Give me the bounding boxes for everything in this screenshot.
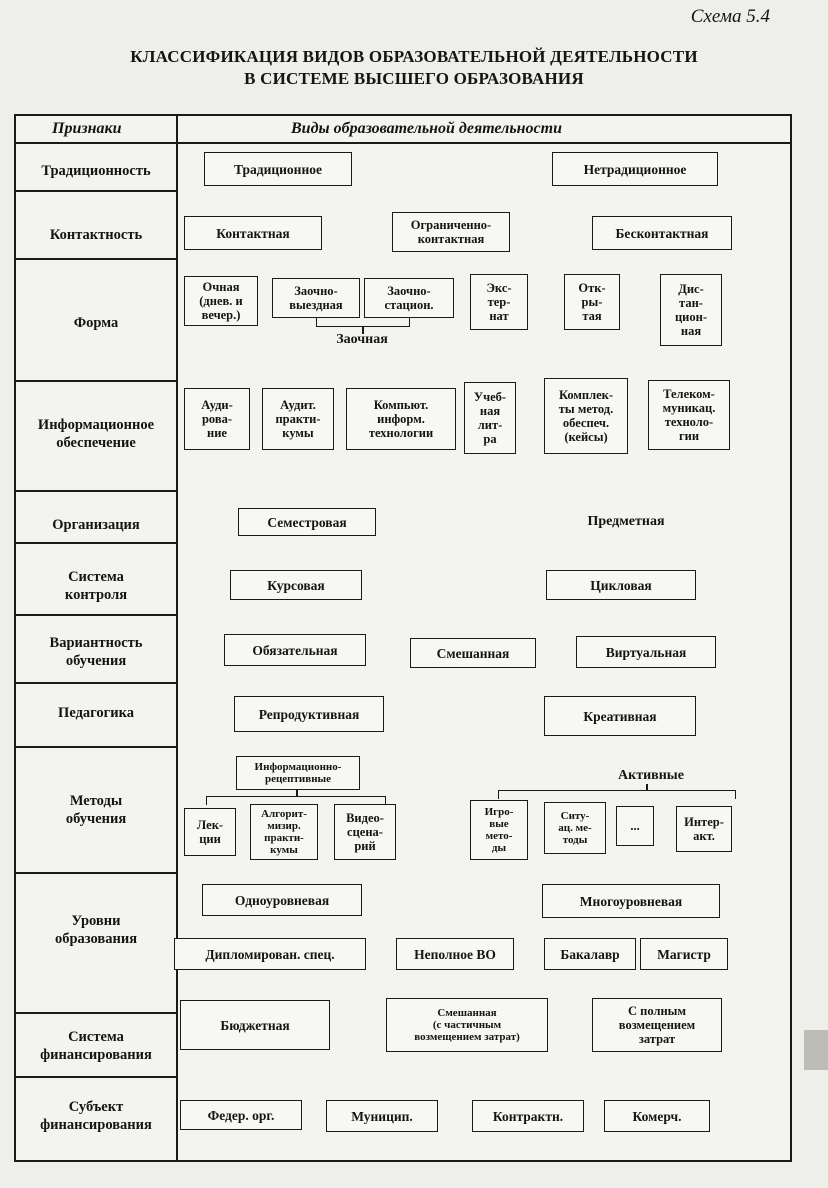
active-bracket [498, 790, 736, 799]
scheme-number: Схема 5.4 [690, 6, 770, 27]
row-separator [16, 490, 176, 492]
box-telecom: Телеком- муникац. техноло- гии [648, 380, 730, 450]
row-separator [16, 1076, 176, 1078]
box-diploma-specialist: Дипломирован. спец. [174, 938, 366, 970]
label-distance-group: Заочная [336, 332, 388, 347]
box-limited-contact: Ограниченно- контактная [392, 212, 510, 252]
box-game-methods: Игро- вые мето- ды [470, 800, 528, 860]
active-connector [646, 784, 648, 790]
box-contact: Контактная [184, 216, 322, 250]
label-info: Информационное обеспечение [37, 417, 155, 451]
box-cycle: Цикловая [546, 570, 696, 600]
box-master: Магистр [640, 938, 728, 970]
header-types: Виды образовательной деятельности [291, 120, 562, 137]
text-active: Активные [618, 768, 684, 783]
box-textbooks: Учеб- ная лит- ра [464, 382, 516, 454]
row-separator [16, 746, 176, 748]
box-full-reimbursement: С полным возмещением затрат [592, 998, 722, 1052]
box-mixed-financing: Смешанная (с частичным возмещением затрат) [386, 998, 548, 1052]
box-contract: Контрактн. [472, 1100, 584, 1132]
row-separator [16, 258, 176, 260]
box-external: Экс- тер- нат [470, 274, 528, 330]
box-creative: Креативная [544, 696, 696, 736]
box-situational: Ситу- ац. ме- тоды [544, 802, 606, 854]
row-separator [16, 542, 176, 544]
box-multi-level: Многоуровневая [542, 884, 720, 918]
box-distance-visit: Заочно- выездная [272, 278, 360, 318]
label-contact: Контактность [49, 227, 143, 243]
row-separator [16, 380, 176, 382]
box-incomplete-he: Неполное ВО [396, 938, 514, 970]
receptive-connector [296, 790, 298, 796]
box-ellipsis: ... [616, 806, 654, 846]
label-tradition: Традиционность [41, 163, 151, 179]
box-video-scenario: Видео- сцена- рий [334, 804, 396, 860]
title-line-1: КЛАССИФИКАЦИЯ ВИДОВ ОБРАЗОВАТЕЛЬНОЙ ДЕЯТЕЛЬНОСТИ [130, 47, 698, 66]
box-commercial: Комерч. [604, 1100, 710, 1132]
box-audit-practicum: Аудит. практи- кумы [262, 388, 334, 450]
row-separator [16, 614, 176, 616]
box-distance: Дис- тан- цион- ная [660, 274, 722, 346]
box-budget: Бюджетная [180, 1000, 330, 1050]
diagram-title [0, 46, 828, 90]
label-financing: Система финансирования [40, 1029, 152, 1063]
box-algorithmic: Алгорит- мизир. практи- кумы [250, 804, 318, 860]
label-control: Система контроля [64, 569, 128, 603]
label-organization: Организация [52, 517, 140, 533]
box-non-traditional: Нетрадиционное [552, 152, 718, 186]
box-lectures: Лек- ции [184, 808, 236, 856]
box-traditional: Традиционное [204, 152, 352, 186]
row-separator [16, 142, 790, 144]
box-reproductive: Репродуктивная [234, 696, 384, 732]
row-separator [16, 1012, 176, 1014]
box-info-receptive: Информационно- рецептивные [236, 756, 360, 790]
box-method-kits: Комплек- ты метод. обеспеч. (кейсы) [544, 378, 628, 454]
box-single-level: Одноуровневая [202, 884, 362, 916]
box-semester: Семестровая [238, 508, 376, 536]
box-municipal: Муницип. [326, 1100, 438, 1132]
page-edge-mark [804, 1030, 828, 1070]
box-distance-stationary: Заочно- стацион. [364, 278, 454, 318]
label-variance: Вариантность обучения [49, 635, 143, 669]
box-mixed: Смешанная [410, 638, 536, 668]
row-separator [16, 682, 176, 684]
box-listening: Ауди- рова- ние [184, 388, 250, 450]
box-full-time: Очная (днев. и вечер.) [184, 276, 258, 326]
box-course: Курсовая [230, 570, 362, 600]
box-computer-tech: Компьют. информ. технологии [346, 388, 456, 450]
row-separator [16, 190, 176, 192]
box-contactless: Бесконтактная [592, 216, 732, 250]
label-subject: Субъект финансирования [40, 1099, 152, 1133]
text-subject-based: Предметная [587, 514, 665, 529]
classification-table [14, 114, 792, 1162]
box-open: Отк- ры- тая [564, 274, 620, 330]
box-bachelor: Бакалавр [544, 938, 636, 970]
label-levels: Уровни образования [54, 913, 138, 947]
box-federal-org: Федер. орг. [180, 1100, 302, 1130]
box-mandatory: Обязательная [224, 634, 366, 666]
label-pedagogy: Педагогика [58, 705, 134, 721]
label-form: Форма [73, 315, 119, 331]
box-virtual: Виртуальная [576, 636, 716, 668]
column-divider [176, 116, 178, 1160]
title-line-2: В СИСТЕМЕ ВЫСШЕГО ОБРАЗОВАНИЯ [244, 69, 584, 88]
box-interactive: Интер- акт. [676, 806, 732, 852]
row-separator [16, 872, 176, 874]
header-criteria: Признаки [52, 120, 122, 137]
label-methods: Методы обучения [65, 793, 127, 827]
